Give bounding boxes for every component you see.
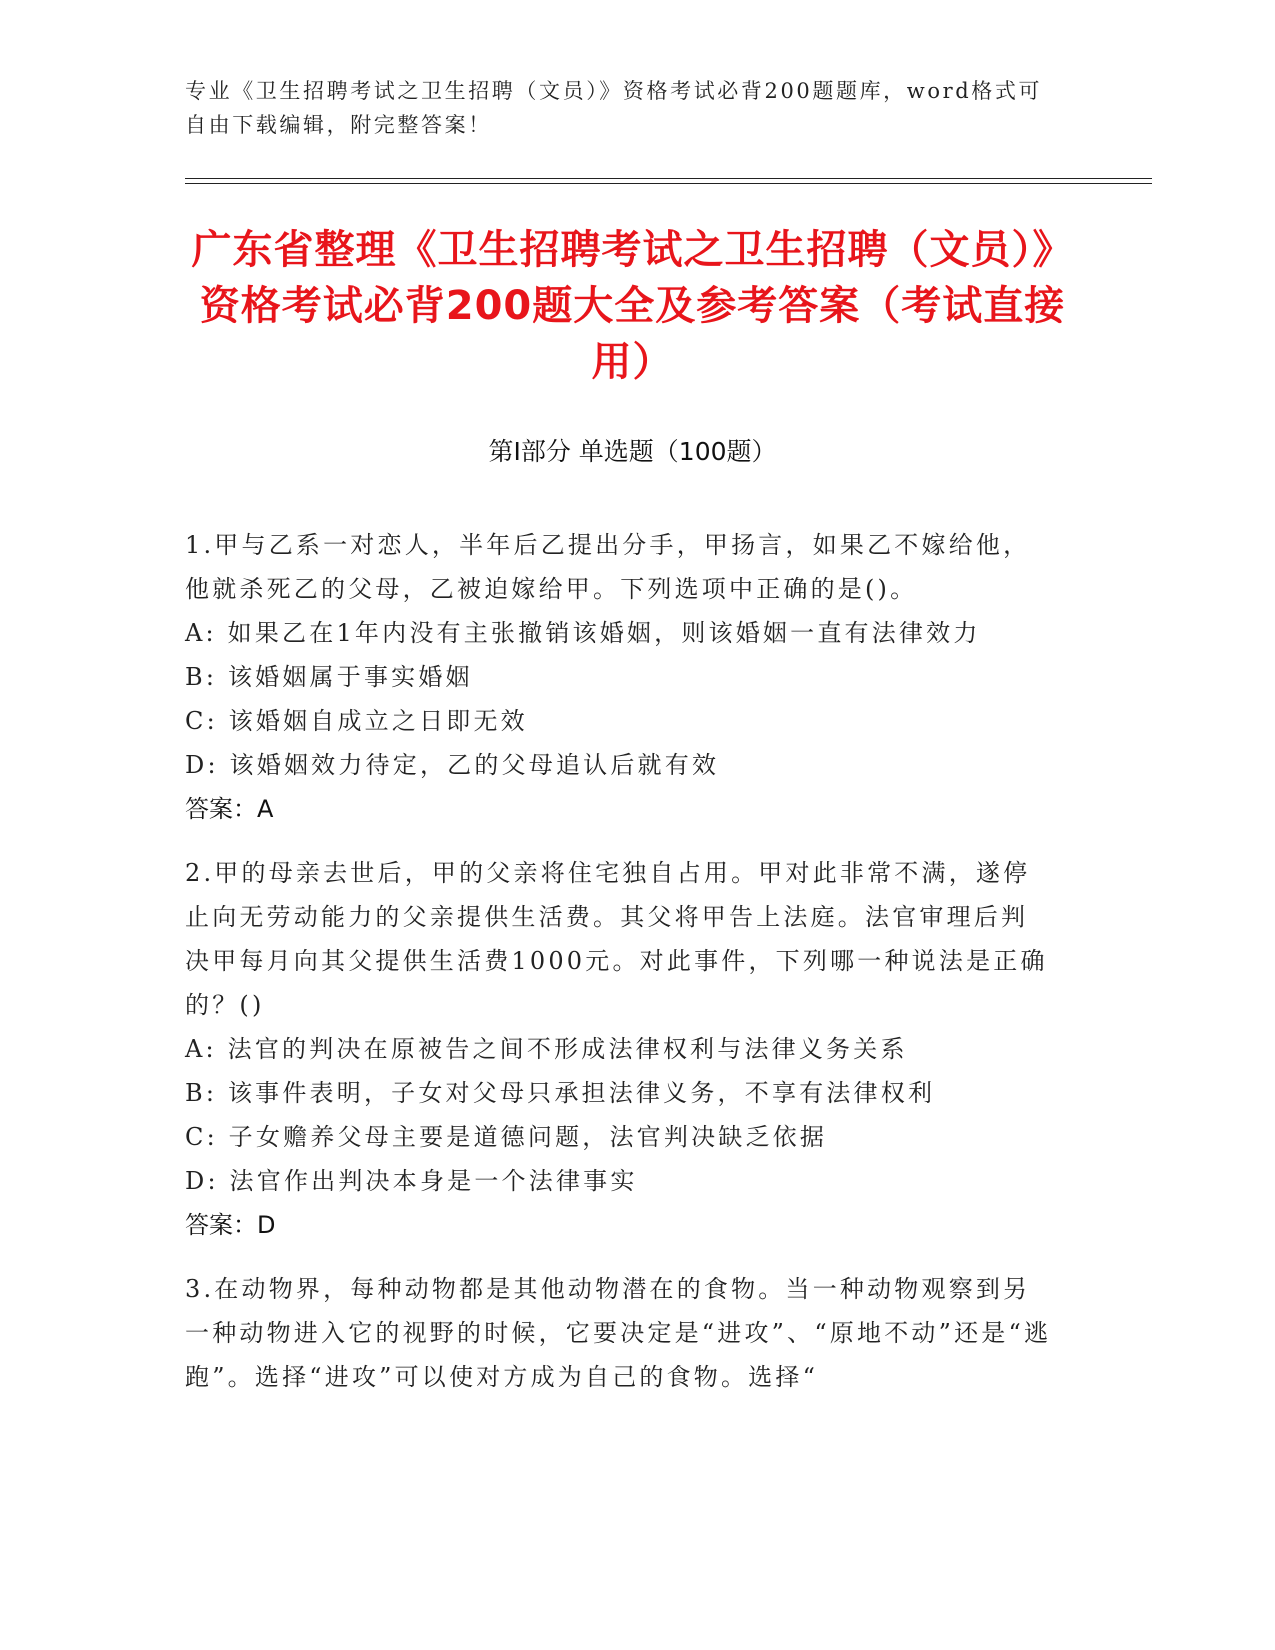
question-2 <box>185 851 1055 1247</box>
document-title: 广东省整理《卫生招聘考试之卫生招聘（文员）》资格考试必背200题大全及参考答案（考试直接用） <box>191 227 1074 385</box>
option-c: C: 子女赡养父母主要是道德问题，法官判决缺乏依据 <box>185 1123 828 1151</box>
question-list <box>185 523 1055 1419</box>
option-c: C: 该婚姻自成立之日即无效 <box>185 707 528 735</box>
option-d: D: 该婚姻效力待定，乙的父母追认后就有效 <box>185 751 720 779</box>
option-a: A: 如果乙在1年内没有主张撤销该婚姻，则该婚姻一直有法律效力 <box>185 619 981 647</box>
header-divider <box>185 178 1152 179</box>
section-heading: 第I部分 单选题（100题） <box>488 437 777 466</box>
answer-line: 答案：D <box>185 1211 276 1239</box>
question-1 <box>185 523 1055 831</box>
question-stem: 3.在动物界，每种动物都是其他动物潜在的食物。当一种动物观察到另一种动物进入它的视野的时候，它要决定是“进攻”、“原地不动”还是“逃跑”。选择“进攻”可以使对方成为自己的食物。选择“ <box>185 1275 1052 1391</box>
option-a: A: 法官的判决在原被告之间不形成法律权利与法律义务关系 <box>185 1035 908 1063</box>
header-note: 专业《卫生招聘考试之卫生招聘（文员）》资格考试必背200题题库，word格式可自由下载编辑，附完整答案！ <box>185 79 1043 137</box>
header-divider-secondary <box>185 183 1152 184</box>
question-stem: 1.甲与乙系一对恋人，半年后乙提出分手，甲扬言，如果乙不嫁给他，他就杀死乙的父母，乙被迫嫁给甲。下列选项中正确的是()。 <box>185 531 1031 603</box>
option-d: D: 法官作出判决本身是一个法律事实 <box>185 1167 638 1195</box>
question-3 <box>185 1267 1055 1399</box>
question-stem: 2.甲的母亲去世后，甲的父亲将住宅独自占用。甲对此非常不满，遂停止向无劳动能力的父亲提供生活费。其父将甲告上法庭。法官审理后判决甲每月向其父提供生活费1000元。对此事件，下列哪一种说法是正确的？() <box>185 859 1048 1019</box>
answer-line: 答案：A <box>185 795 274 823</box>
option-b: B: 该事件表明，子女对父母只承担法律义务，不享有法律权利 <box>185 1079 936 1107</box>
option-b: B: 该婚姻属于事实婚姻 <box>185 663 473 691</box>
